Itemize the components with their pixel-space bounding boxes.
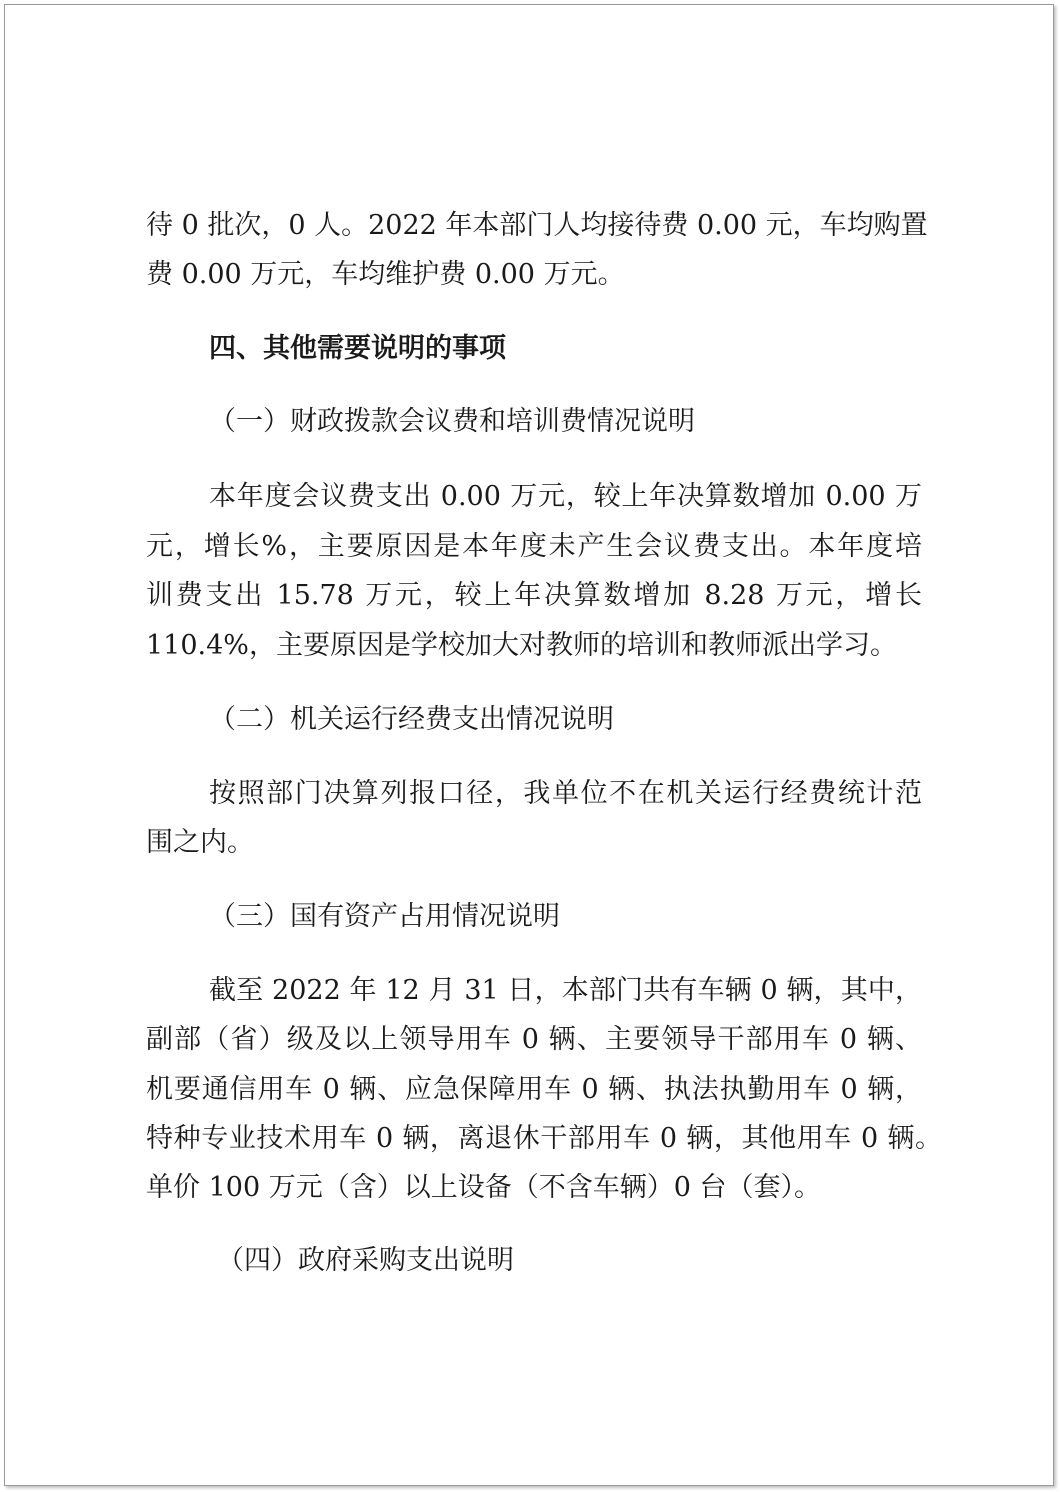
- paragraph-line: 单价 100 万元（含）以上设备（不含车辆）0 台（套）。: [146, 1172, 821, 1203]
- paragraph-line: 按照部门决算列报口径，我单位不在机关运行经费统计范: [209, 778, 922, 809]
- paragraph-line: 围之内。: [146, 827, 254, 858]
- document-page: [4, 4, 1054, 1486]
- paragraph-line: 费 0.00 万元，车均维护费 0.00 万元。: [146, 259, 625, 290]
- paragraph-line: 110.4%，主要原因是学校加大对教师的培训和教师派出学习。: [146, 630, 897, 661]
- subsection-heading: （三）国有资产占用情况说明: [209, 901, 560, 932]
- subsection-heading: （二）机关运行经费支出情况说明: [209, 704, 614, 735]
- paragraph-line: 副部（省）级及以上领导用车 0 辆、主要领导干部用车 0 辆、: [146, 1024, 922, 1055]
- section-heading: 四、其他需要说明的事项: [209, 333, 506, 364]
- subsection-heading: （四）政府采购支出说明: [217, 1245, 514, 1276]
- paragraph-line: 特种专业技术用车 0 辆，离退休干部用车 0 辆，其他用车 0 辆。: [146, 1123, 942, 1154]
- document-body: [5, 5, 1053, 1485]
- paragraph-line: 机要通信用车 0 辆、应急保障用车 0 辆、执法执勤用车 0 辆，: [146, 1074, 922, 1105]
- subsection-heading: （一）财政拨款会议费和培训费情况说明: [209, 406, 695, 437]
- paragraph-line: 训费支出 15.78 万元，较上年决算数增加 8.28 万元，增长: [146, 580, 922, 611]
- paragraph-line: 本年度会议费支出 0.00 万元，较上年决算数增加 0.00 万: [209, 481, 922, 512]
- paragraph-line: 截至 2022 年 12 月 31 日，本部门共有车辆 0 辆，其中，: [209, 975, 922, 1006]
- paragraph-line: 元，增长%，主要原因是本年度未产生会议费支出。本年度培: [146, 531, 922, 562]
- paragraph-line: 待 0 批次，0 人。2022 年本部门人均接待费 0.00 元，车均购置: [146, 210, 928, 241]
